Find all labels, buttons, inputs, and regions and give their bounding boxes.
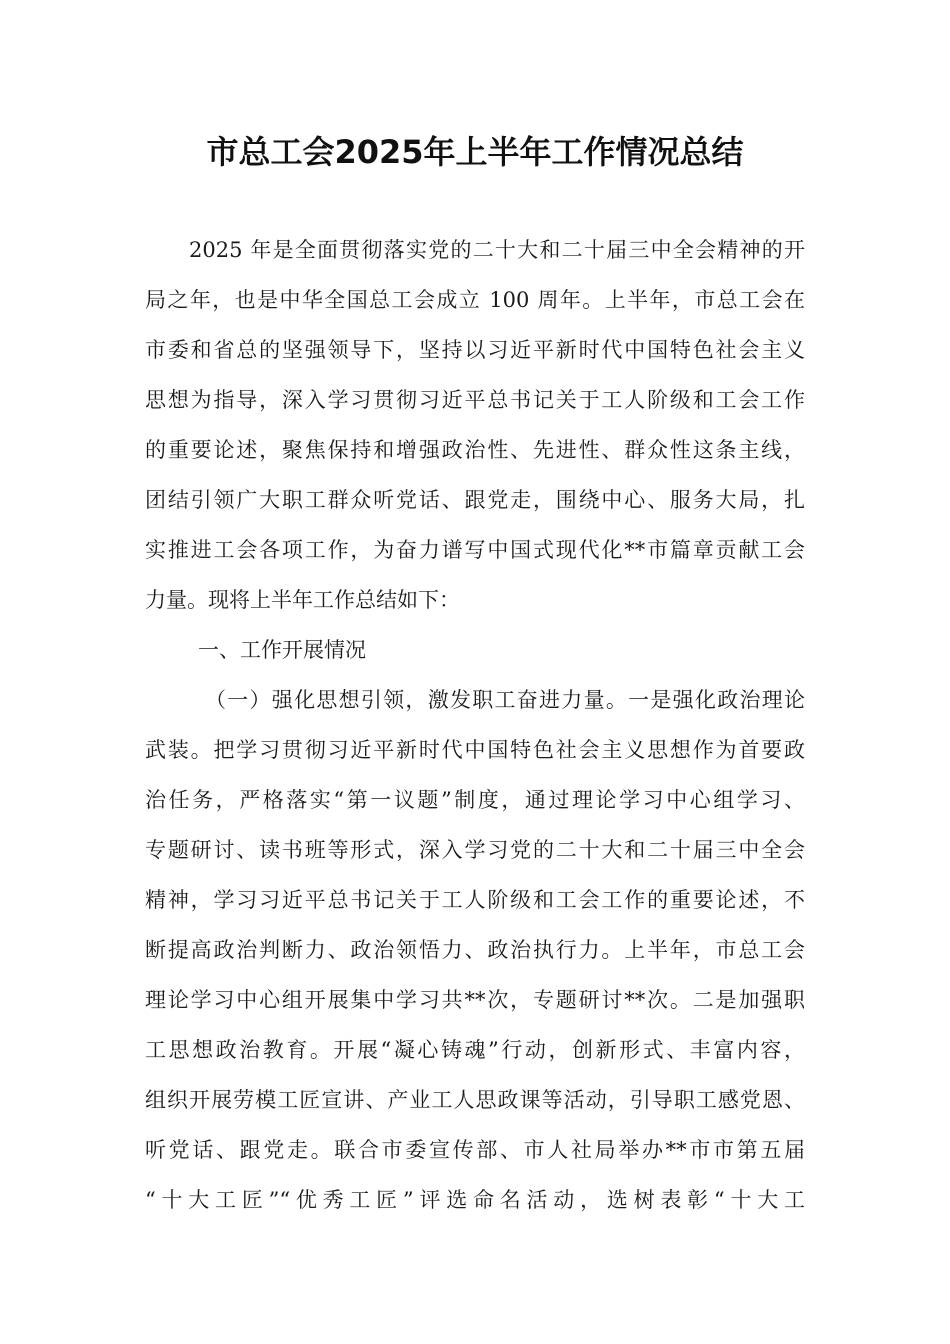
section1-line: “十大工匠”“优秀工匠”评选命名活动，选树表彰“十大工 [145, 1188, 805, 1212]
section1-line: 专题研讨、读书班等形式，深入学习党的二十大和二十届三中全会 [145, 838, 805, 862]
intro-line: 2025 年是全面贯彻落实党的二十大和二十届三中全会精神的开 [189, 238, 805, 262]
section1-line: 断提高政治判断力、政治领悟力、政治执行力。上半年，市总工会 [145, 938, 805, 962]
intro-line: 局之年，也是中华全国总工会成立 100 周年。上半年，市总工会在 [145, 288, 805, 312]
section1-line: 武装。把学习贯彻习近平新时代中国特色社会主义思想作为首要政 [145, 738, 805, 762]
section1-line: 理论学习中心组开展集中学习共**次，专题研讨**次。二是加强职 [145, 988, 805, 1012]
section1-line: 工思想政治教育。开展“凝心铸魂”行动，创新形式、丰富内容， [145, 1038, 805, 1062]
intro-line: 的重要论述，聚焦保持和增强政治性、先进性、群众性这条主线， [145, 438, 805, 462]
section1-line: 组织开展劳模工匠宣讲、产业工人思政课等活动，引导职工感党恩、 [145, 1088, 805, 1112]
section1-line: 治任务，严格落实“第一议题”制度，通过理论学习中心组学习、 [145, 788, 805, 812]
section1-line: 精神，学习习近平总书记关于工人阶级和工会工作的重要论述，不 [145, 888, 805, 912]
section1-line: （一）强化思想引领，激发职工奋进力量。一是强化政治理论 [205, 688, 805, 712]
intro-line: 力量。现将上半年工作总结如下： [145, 588, 460, 612]
section-heading: 一、工作开展情况 [198, 638, 366, 662]
intro-line: 市委和省总的坚强领导下，坚持以习近平新时代中国特色社会主义 [145, 338, 805, 362]
intro-line: 思想为指导，深入学习贯彻习近平总书记关于工人阶级和工会工作 [145, 388, 805, 412]
intro-line: 实推进工会各项工作，为奋力谱写中国式现代化**市篇章贡献工会 [145, 538, 805, 562]
section1-line: 听党话、跟党走。联合市委宣传部、市人社局举办**市市第五届 [145, 1138, 805, 1162]
intro-line: 团结引领广大职工群众听党话、跟党走，围绕中心、服务大局，扎 [145, 488, 805, 512]
document-title: 市总工会2025年上半年工作情况总结 [206, 133, 744, 171]
